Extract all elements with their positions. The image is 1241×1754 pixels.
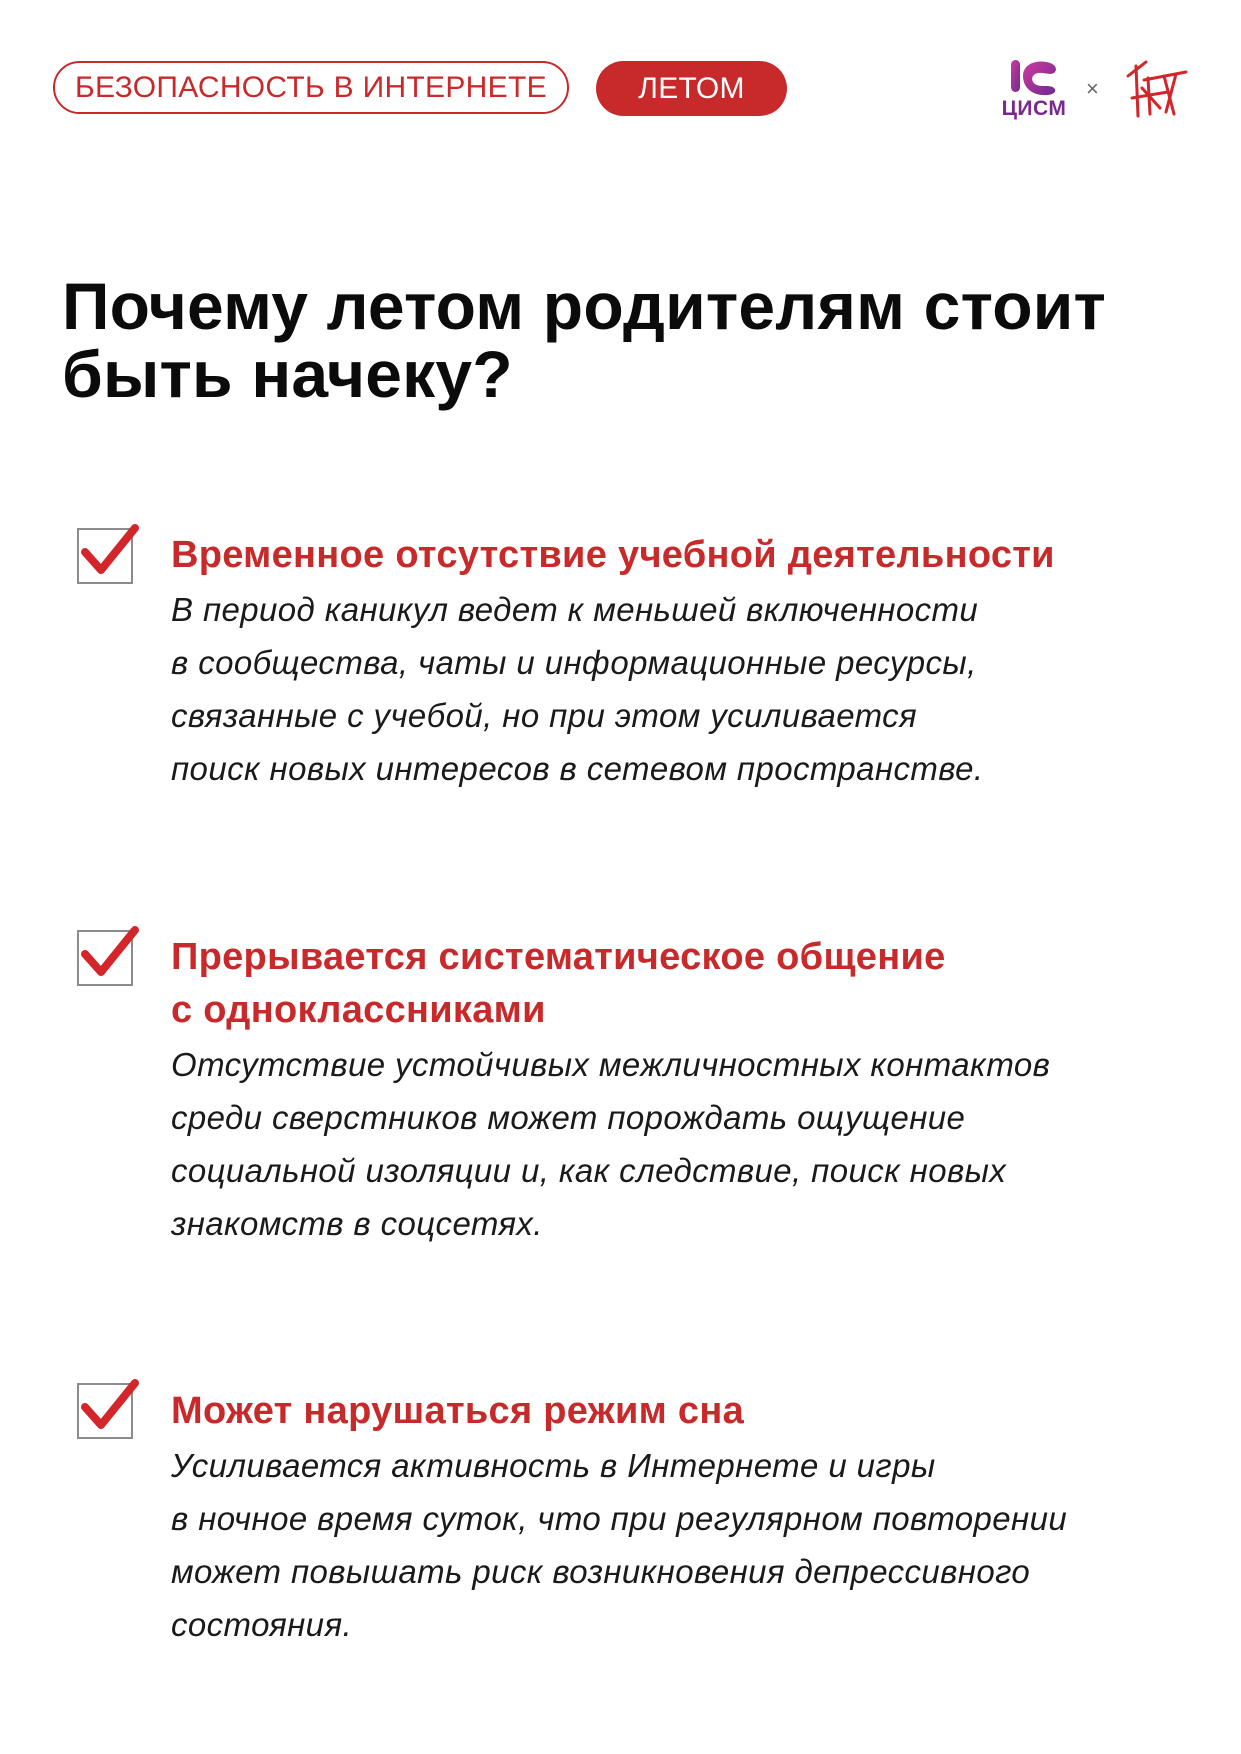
reason-text-line: В период каникул ведет к меньшей включенности — [171, 591, 979, 628]
logo-separator: × — [1086, 76, 1099, 101]
reason-text-line: Усиливается активность в Интернете и игры — [171, 1447, 936, 1484]
reason-text-line: состояния. — [171, 1606, 353, 1643]
school-desk-logo — [1124, 58, 1190, 125]
season-tag — [596, 61, 787, 116]
topic-tag-label: БЕЗОПАСНОСТЬ В ИНТЕРНЕТЕ — [75, 70, 547, 104]
check-mark-icon — [81, 1377, 141, 1437]
reason-title — [171, 1385, 1211, 1438]
topic-tag — [53, 61, 569, 114]
reason-text-line: в сообщества, чаты и информационные ресурсы, — [171, 644, 977, 681]
header — [0, 0, 1241, 140]
reason-text-line: среди сверстников может порождать ощущение — [171, 1099, 966, 1136]
season-tag-label: ЛЕТОМ — [638, 71, 745, 105]
check-mark-icon — [81, 522, 141, 582]
reason-text-line: в ночное время суток, что при регулярном повторении — [171, 1500, 1068, 1537]
reason-title-line: Прерывается систематическое общение — [171, 936, 946, 978]
checkbox-checked-icon — [77, 528, 133, 584]
cism-logo-icon — [1008, 58, 1062, 98]
reason-title-line: Временное отсутствие учебной деятельности — [171, 534, 1055, 576]
reason-title — [171, 529, 1211, 582]
reason-description — [171, 583, 1201, 795]
reason-description — [171, 1439, 1201, 1651]
checkbox-checked-icon — [77, 1383, 133, 1439]
reason-text-line: знакомств в соцсетях. — [171, 1205, 543, 1242]
page-title-line-1: Почему летом родителям стоит — [62, 269, 1107, 343]
page-title — [62, 269, 1212, 411]
checkbox-checked-icon — [77, 930, 133, 986]
cism-logo — [1000, 58, 1068, 122]
cism-logo-text: ЦИСМ — [1001, 97, 1067, 120]
page-title-line-2: быть начеку? — [62, 337, 513, 411]
reason-text-line: может повышать риск возникновения депрессивного — [171, 1553, 1031, 1590]
reason-description — [171, 1038, 1201, 1250]
reason-title — [171, 931, 1211, 1037]
reason-title-line: с одноклассниками — [171, 989, 546, 1031]
check-mark-icon — [81, 924, 141, 984]
reason-text-line: Отсутствие устойчивых межличностных контактов — [171, 1046, 1051, 1083]
reason-title-line: Может нарушаться режим сна — [171, 1390, 745, 1432]
reason-text-line: социальной изоляции и, как следствие, поиск новых — [171, 1152, 1007, 1189]
school-desk-logo-icon — [1124, 58, 1190, 120]
reason-text-line: поиск новых интересов в сетевом пространстве. — [171, 750, 984, 787]
reason-text-line: связанные с учебой, но при этом усиливается — [171, 697, 918, 734]
